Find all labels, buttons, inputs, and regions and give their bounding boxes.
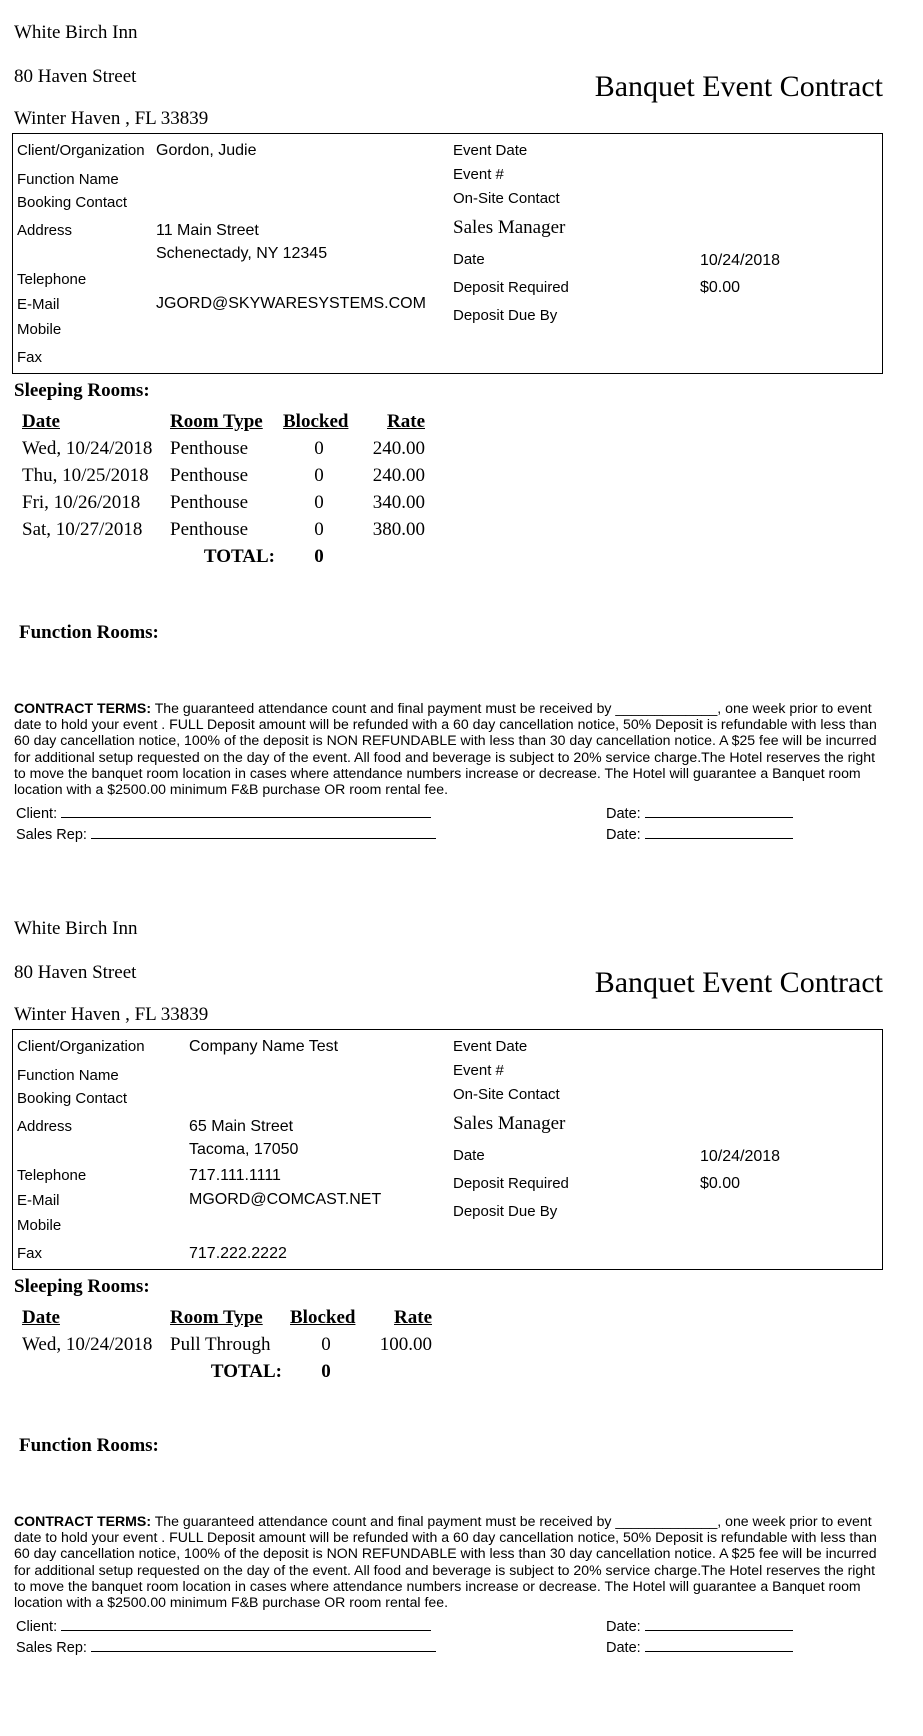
table-row	[18, 489, 429, 516]
address-line-2: Schenectady, NY 12345	[156, 245, 328, 262]
hotel-city: Winter Haven , FL 33839	[14, 108, 209, 129]
label-function-name: Function Name	[17, 171, 119, 188]
sales-rep-date-line[interactable]	[645, 1638, 793, 1652]
client-value: Company Name Test	[189, 1038, 339, 1055]
col-rate: Rate	[387, 410, 425, 432]
signature-client	[16, 1617, 431, 1635]
label-fax: Fax	[17, 1245, 43, 1262]
label-deposit-required: Deposit Required	[453, 1175, 569, 1192]
signature-sales-rep	[16, 1638, 436, 1656]
contract-1	[0, 0, 923, 843]
hotel-name: White Birch Inn	[14, 918, 138, 939]
label-mobile: Mobile	[17, 1217, 62, 1234]
client-info-box	[12, 133, 883, 374]
label-telephone: Telephone	[17, 271, 87, 288]
label-email: E-Mail	[17, 1192, 60, 1209]
client-signature-line[interactable]	[61, 804, 431, 818]
signature-sales-rep	[16, 825, 436, 843]
sig-client-label: Client:	[16, 1619, 58, 1635]
client-signature-line[interactable]	[61, 1617, 431, 1631]
label-event-number: Event #	[453, 1062, 504, 1079]
label-event-number: Event #	[453, 166, 504, 183]
label-mobile: Mobile	[17, 321, 62, 338]
terms-label: CONTRACT TERMS:	[14, 1513, 152, 1529]
label-date: Date	[453, 251, 485, 268]
hotel-street: 80 Haven Street	[14, 962, 137, 983]
date-value: 10/24/2018	[700, 252, 781, 269]
client-info-box	[12, 1029, 883, 1270]
row-room-type: Penthouse	[170, 491, 249, 513]
label-booking-contact: Booking Contact	[17, 1090, 128, 1107]
label-deposit-required: Deposit Required	[453, 279, 569, 296]
row-rate: 100.00	[379, 1333, 432, 1355]
col-room-type: Room Type	[170, 410, 263, 432]
table-header-row	[18, 1304, 436, 1331]
label-address: Address	[17, 1118, 73, 1135]
row-rate: 380.00	[372, 518, 425, 540]
col-rate: Rate	[394, 1306, 432, 1328]
label-deposit-due-by: Deposit Due By	[453, 307, 558, 324]
label-sales-manager: Sales Manager	[453, 217, 566, 238]
label-booking-contact: Booking Contact	[17, 194, 128, 211]
table-header-row	[18, 408, 429, 435]
hotel-name: White Birch Inn	[14, 22, 138, 43]
sleeping-rooms-table	[18, 1304, 436, 1385]
signature-sales-rep-date	[606, 825, 793, 843]
total-row	[18, 1358, 436, 1385]
col-room-type: Room Type	[170, 1306, 263, 1328]
client-value: Gordon, Judie	[156, 142, 257, 159]
address-line-1: 11 Main Street	[156, 222, 259, 239]
row-blocked: 0	[314, 518, 324, 540]
col-date: Date	[22, 410, 60, 432]
function-rooms-heading: Function Rooms:	[19, 622, 159, 643]
sales-rep-date-line[interactable]	[645, 825, 793, 839]
contract-2	[0, 896, 923, 1736]
row-date: Thu, 10/25/2018	[22, 464, 149, 486]
row-rate: 240.00	[372, 437, 425, 459]
terms-label: CONTRACT TERMS:	[14, 700, 152, 716]
terms-text: The guaranteed attendance count and final payment must be received by _____________, one week prior to event date to hold your event . FULL Deposit amount will be refunded with a 60 day cancellation notice, 50% Deposit is refundable with less than 60 day cancellation notice, 100% of the deposit is NON REFUNDABLE with less than 30 day cancellation notice. A $25 fee will be incurred for additional setup requested on the day of the event. All food and beverage is subject to 20% service charge.The Hotel reserves the right to move the banquet room location in cases where attendance numbers increase or decrease. The Hotel will guarantee a Banquet room location with a $2500.00 minimum F&B purchase OR room rental fee.	[14, 1513, 877, 1611]
row-date: Wed, 10/24/2018	[22, 437, 153, 459]
deposit-required-value: $0.00	[700, 1175, 741, 1192]
col-blocked: Blocked	[290, 1306, 356, 1328]
row-blocked: 0	[314, 464, 324, 486]
hotel-city: Winter Haven , FL 33839	[14, 1004, 209, 1025]
terms-text: The guaranteed attendance count and final payment must be received by _____________, one week prior to event date to hold your event . FULL Deposit amount will be refunded with a 60 day cancellation notice, 50% Deposit is refundable with less than 60 day cancellation notice, 100% of the deposit is NON REFUNDABLE with less than 30 day cancellation notice. A $25 fee will be incurred for additional setup requested on the day of the event. All food and beverage is subject to 20% service charge.The Hotel reserves the right to move the banquet room location in cases where attendance numbers increase or decrease. The Hotel will guarantee a Banquet room location with a $2500.00 minimum F&B purchase OR room rental fee.	[14, 700, 877, 798]
label-function-name: Function Name	[17, 1067, 119, 1084]
deposit-required-value: $0.00	[700, 279, 741, 296]
sales-rep-signature-line[interactable]	[91, 1638, 436, 1652]
row-room-type: Penthouse	[170, 437, 249, 459]
row-blocked: 0	[314, 491, 324, 513]
table-row	[18, 435, 429, 462]
sig-date-label: Date:	[606, 1619, 641, 1635]
sleeping-rooms-table	[18, 408, 429, 570]
hotel-street: 80 Haven Street	[14, 66, 137, 87]
sleeping-rooms-heading: Sleeping Rooms:	[14, 1276, 150, 1297]
row-rate: 240.00	[372, 464, 425, 486]
contract-title: Banquet Event Contract	[594, 966, 883, 999]
label-email: E-Mail	[17, 296, 60, 313]
contract-terms	[14, 1513, 886, 1610]
sig-client-label: Client:	[16, 806, 58, 822]
date-value: 10/24/2018	[700, 1148, 781, 1165]
label-client: Client/Organization	[17, 1038, 145, 1055]
col-blocked: Blocked	[283, 410, 349, 432]
row-blocked: 0	[314, 437, 324, 459]
row-room-type: Pull Through	[170, 1333, 271, 1355]
label-address: Address	[17, 222, 73, 239]
signature-sales-rep-date	[606, 1638, 793, 1656]
signature-client-date	[606, 1617, 793, 1635]
client-date-line[interactable]	[645, 804, 793, 818]
sales-rep-signature-line[interactable]	[91, 825, 436, 839]
row-rate: 340.00	[372, 491, 425, 513]
sig-date-label: Date:	[606, 1640, 641, 1656]
label-sales-manager: Sales Manager	[453, 1113, 566, 1134]
label-onsite-contact: On-Site Contact	[453, 190, 560, 207]
label-fax: Fax	[17, 349, 43, 366]
signature-client-date	[606, 804, 793, 822]
sig-sales-rep-label: Sales Rep:	[16, 1640, 87, 1656]
label-telephone: Telephone	[17, 1167, 87, 1184]
row-room-type: Penthouse	[170, 464, 249, 486]
row-room-type: Penthouse	[170, 518, 249, 540]
contract-terms	[14, 700, 886, 797]
total-value: 0	[321, 1360, 331, 1382]
label-date: Date	[453, 1147, 485, 1164]
table-row	[18, 516, 429, 543]
row-date: Fri, 10/26/2018	[22, 491, 141, 513]
function-rooms-heading: Function Rooms:	[19, 1435, 159, 1456]
row-blocked: 0	[321, 1333, 331, 1355]
address-line-1: 65 Main Street	[189, 1118, 294, 1135]
row-date: Sat, 10/27/2018	[22, 518, 143, 540]
email-value: JGORD@SKYWARESYSTEMS.COM	[156, 295, 426, 312]
label-onsite-contact: On-Site Contact	[453, 1086, 560, 1103]
col-date: Date	[22, 1306, 60, 1328]
client-date-line[interactable]	[645, 1617, 793, 1631]
contract-title: Banquet Event Contract	[594, 70, 883, 103]
label-client: Client/Organization	[17, 142, 145, 159]
total-label: TOTAL:	[210, 1360, 282, 1382]
label-event-date: Event Date	[453, 142, 528, 159]
fax-value: 717.222.2222	[189, 1245, 287, 1262]
sig-sales-rep-label: Sales Rep:	[16, 827, 87, 843]
row-date: Wed, 10/24/2018	[22, 1333, 153, 1355]
signature-client	[16, 804, 431, 822]
total-row	[18, 543, 429, 570]
sleeping-rooms-heading: Sleeping Rooms:	[14, 380, 150, 401]
total-label: TOTAL:	[203, 545, 275, 567]
table-row	[18, 462, 429, 489]
address-line-2: Tacoma, 17050	[189, 1141, 299, 1158]
email-value: MGORD@COMCAST.NET	[189, 1191, 382, 1208]
sig-date-label: Date:	[606, 827, 641, 843]
label-event-date: Event Date	[453, 1038, 528, 1055]
telephone-value: 717.111.1111	[189, 1167, 281, 1184]
sig-date-label: Date:	[606, 806, 641, 822]
table-row	[18, 1331, 436, 1358]
label-deposit-due-by: Deposit Due By	[453, 1203, 558, 1220]
total-value: 0	[314, 545, 324, 567]
